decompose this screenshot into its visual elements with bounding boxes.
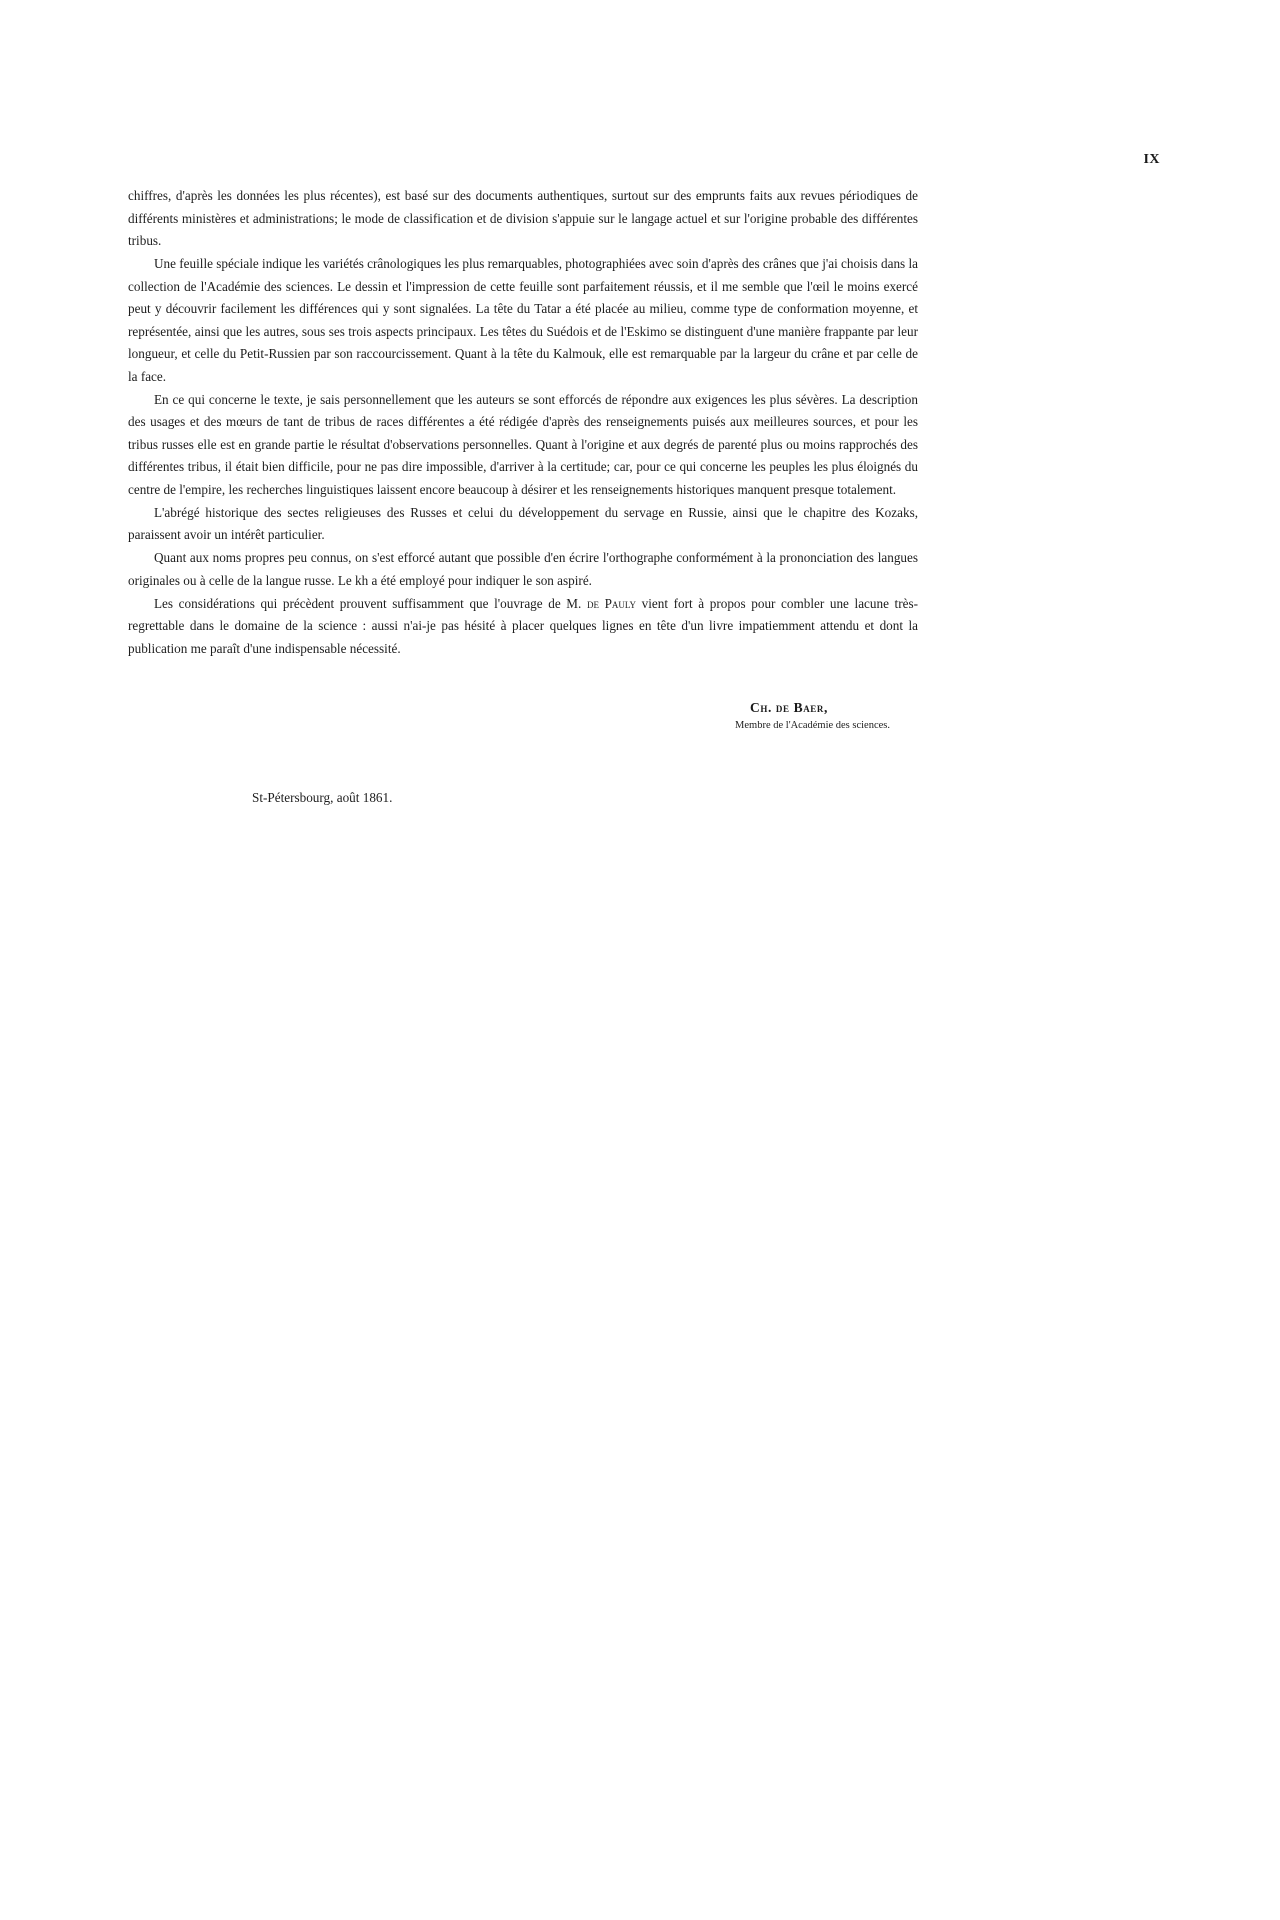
signature-block (128, 700, 918, 731)
final-text-before: Les considérations qui précèdent prouvent suffisamment que l'ouvrage de M. (154, 595, 587, 611)
paragraph: Quant aux noms propres peu connus, on s'est efforcé autant que possible d'en écrire l'orthographe conformément à la prononciation des langues originales ou à celle de la langue russe. Le kh a été employé pour indiquer le son aspiré. (128, 550, 918, 588)
signature-name: Ch. de Baer, (750, 700, 828, 715)
body-text (128, 185, 918, 661)
final-text-after: vient fort à propos pour combler une lacune très-regrettable dans le domaine de la science : aussi n'ai-je pas hésité à placer quelques lignes en tête d'un livre impatiemment attendu et dont la publication me paraît d'une indispensable nécessité. (128, 595, 918, 656)
paragraph: chiffres, d'après les données les plus récentes), est basé sur des documents authentiques, surtout sur des emprunts faits aux revues périodiques de différents ministères et administrations; le mode de classification et de division s'appuie sur le langage actuel et sur l'origine probable des différentes tribus. (128, 188, 918, 248)
signature-role: Membre de l'Académie des sciences. (735, 720, 890, 731)
paragraph: Une feuille spéciale indique les variétés crânologiques les plus remarquables, photographiées avec soin d'après des crânes que j'ai choisis dans la collection de l'Académie des sciences. Le dessin et l'impression de cette feuille sont parfaitement réussis, et il me semble que l'œil le moins exercé peut y découvrir facilement les différences qui y sont signalées. La tête du Tatar a été placée au milieu, comme type de conformation moyenne, et représentée, ainsi que les autres, sous ses trois aspects principaux. Les têtes du Suédois et de l'Eskimo se distinguent d'une manière frappante par leur longueur, et celle du Petit-Russien par son raccourcissement. Quant à la tête du Kalmouk, elle est remarquable par la largeur du crâne et par celle de la face. (128, 256, 918, 384)
author-name-smallcaps: de Pauly (586, 595, 636, 611)
paragraph: L'abrégé historique des sectes religieuses des Russes et celui du développement du servage en Russie, ainsi que le chapitre des Kozaks, paraissent avoir un intérêt particulier. (128, 504, 918, 542)
dateline: St-Pétersbourg, août 1861. (252, 790, 393, 805)
page-number: IX (1143, 152, 1160, 167)
paragraph: En ce qui concerne le texte, je sais personnellement que les auteurs se sont efforcés de répondre aux exigences les plus sévères. La description des usages et des mœurs de tant de tribus de races différentes a été rédigée d'après des renseignements puisés aux meilleures sources, et pour les tribus russes elle est en grande partie le résultat d'observations personnelles. Quant à l'origine et aux degrés de parenté plus ou moins rapprochés des différentes tribus, il était bien difficile, pour ne pas dire impossible, d'arriver à la certitude; car, pour ce qui concerne les peuples les plus éloignés du centre de l'empire, les recherches linguistiques laissent encore beaucoup à désirer et les renseignements historiques manquent presque totalement. (128, 391, 918, 497)
paragraph-final (128, 593, 918, 661)
